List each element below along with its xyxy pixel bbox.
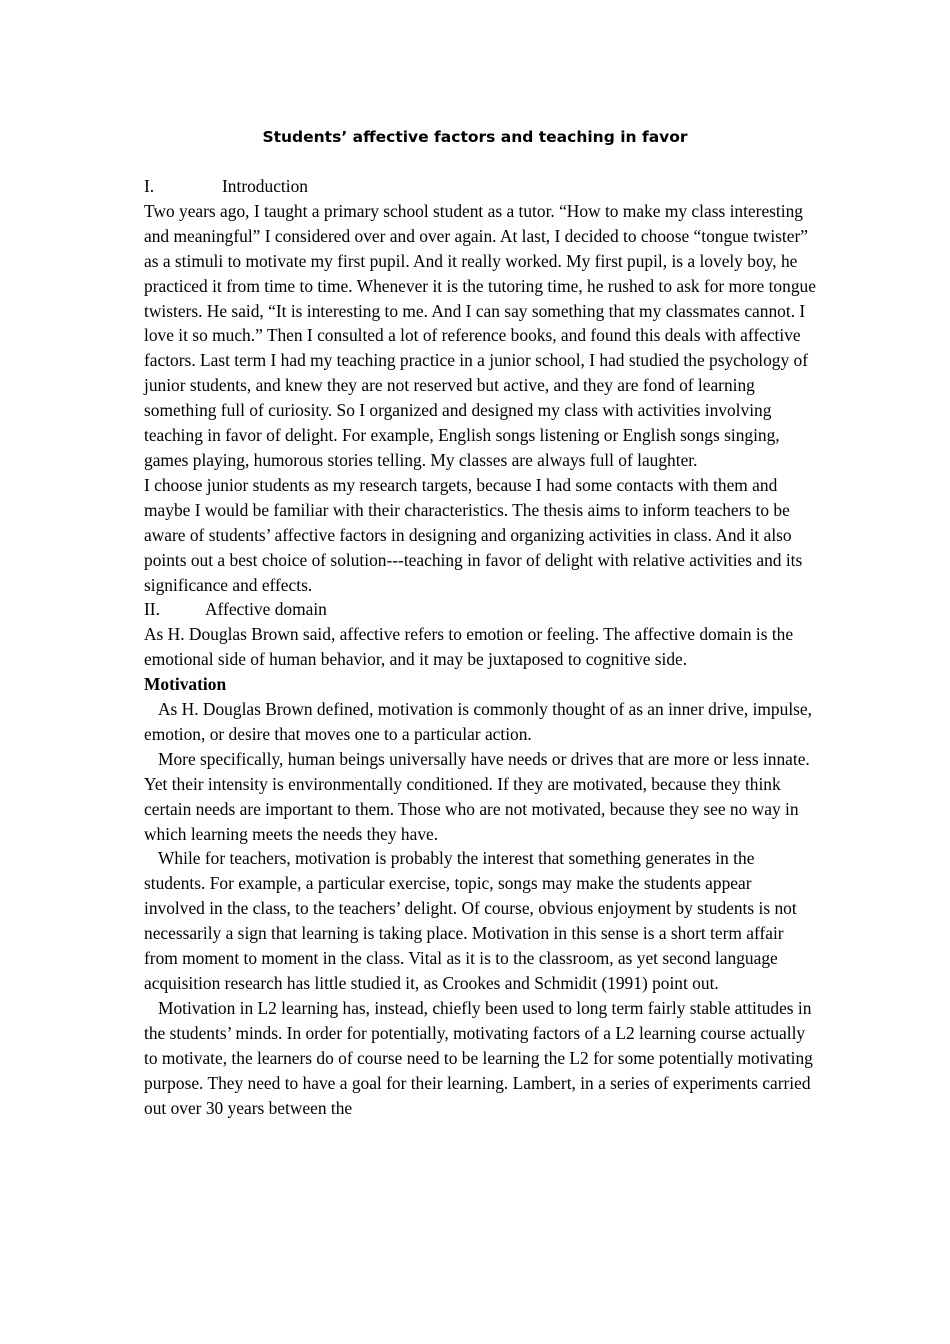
document-body: [144, 174, 816, 1120]
section-heading-text: Introduction: [222, 176, 308, 196]
subheading-motivation: Motivation: [144, 674, 227, 695]
document-title: Students’ affective factors and teaching in favor: [262, 128, 688, 146]
paragraph: As H. Douglas Brown said, affective refers to emotion or feeling. The affective domain is the emotional side of human behavior, and it may be juxtaposed to cognitive side.: [144, 624, 794, 670]
paragraph: Two years ago, I taught a primary school student as a tutor. “How to make my class interesting and meaningful” I considered over and over again. At last, I decided to choose “tongue twister” as a stimuli to motivate my first pupil. And it really worked. My first pupil, is a lovely boy, he practiced it from time to time. Whenever it is the tutoring time, he rushed to ask for more tongue twisters. He said, “It is interesting to me. And I can say something that my classmates cannot. I love it so much.” Then I consulted a lot of reference books, and found this deals with affective factors. Last term I had my teaching practice in a junior school, I had studied the psychology of junior students, and knew they are not reserved but active, and they are fond of learning something full of curiosity. So I organized and designed my class with activities involving teaching in favor of delight. For example, English songs listening or English songs singing, games playing, humorous stories telling. My classes are always full of laughter.: [144, 200, 816, 470]
section-heading-text: Affective domain: [205, 599, 327, 620]
paragraph: Motivation in L2 learning has, instead, chiefly been used to long term fairly stable attitudes in the students’ minds. In order for potentially, motivating factors of a L2 learning course actually to motivate, the learners do of course need to be learning the L2 for some potentially motivating purpose. They need to have a goal for their learning. Lambert, in a series of experiments carried out over 30 years between the: [144, 997, 813, 1118]
paragraph: As H. Douglas Brown defined, motivation is commonly thought of as an inner drive, impulse, emotion, or desire that moves one to a particular action.: [144, 699, 812, 744]
section-heading-introduction: [144, 174, 816, 199]
section-heading-affective-domain: [144, 597, 816, 622]
paragraph: While for teachers, motivation is probably the interest that something generates in the students. For example, a particular exercise, topic, songs may make the students appear involved in the class, to the teachers’ delight. Of course, obvious enjoyment by students is not necessarily a sign that learning is taking place. Motivation in this sense is a short term affair from moment to moment in the class. Vital as it is to the classroom, as yet second language acquisition research has little studied it, as Crookes and Schmidit (1991) point out.: [144, 848, 797, 993]
paragraph: I choose junior students as my research targets, because I had some contacts with them and maybe I would be familiar with their characteristics. The thesis aims to inform teachers to be aware of students’ affective factors in designing and organizing activities in class. And it also points out a best choice of solution---teaching in favor of delight with relative activities and its significance and effects.: [144, 474, 803, 595]
paragraph: More specifically, human beings universally have needs or drives that are more or less innate. Yet their intensity is environmentally conditioned. If they are motivated, because they think certain needs are important to them. Those who are not motivated, because they see no way in which learning meets the needs they have.: [144, 748, 810, 844]
section-number: I.: [144, 176, 155, 196]
section-number: II.: [144, 599, 160, 620]
